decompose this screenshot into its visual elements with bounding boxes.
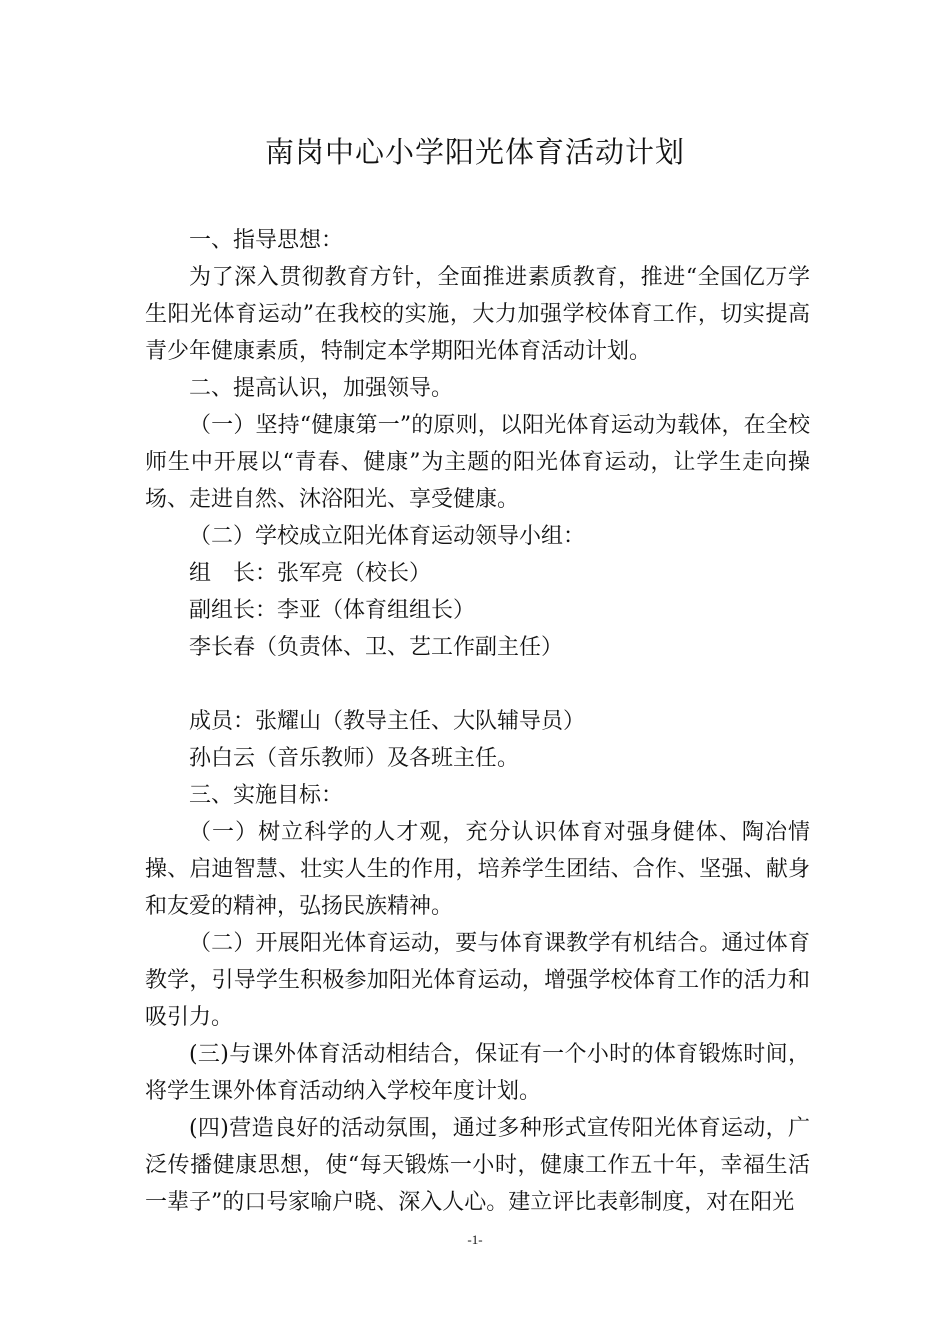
members-line-2: 孙白云（音乐教师）及各班主任。 — [189, 746, 520, 771]
leader-line: 组 长：张军亮（校长） — [189, 561, 432, 586]
document-title: 南岗中心小学阳光体育活动计划 — [264, 135, 685, 169]
deputy-leader-line-2: 李长春（负责体、卫、艺工作副主任） — [189, 635, 564, 660]
paragraph-goal-4: (四)营造良好的活动氛围，通过多种形式宣传阳光体育运动，广泛传播健康思想，使“每天锻炼一小时，健康工作五十年，幸福生活一辈子”的口号家喻户晓、深入人心。建立评比表彰制度，对在阳光 — [145, 1116, 810, 1215]
members-line: 成员：张耀山（教导主任、大队辅导员） — [189, 709, 586, 734]
deputy-leader-line: 副组长：李亚（体育组组长） — [189, 598, 476, 623]
paragraph-guiding-ideology: 为了深入贯彻教育方针，全面推进素质教育，推进“全国亿万学生阳光体育运动”在我校的实施，大力加强学校体育工作，切实提高青少年健康素质，特制定本学期阳光体育活动计划。 — [145, 265, 810, 364]
paragraph-goal-2: （二）开展阳光体育运动，要与体育课教学有机结合。通过体育教学，引导学生积极参加阳光体育运动，增强学校体育工作的活力和吸引力。 — [145, 931, 810, 1030]
paragraph-health-first: （一）坚持“健康第一”的原则，以阳光体育运动为载体，在全校师生中开展以“青春、健康”为主题的阳光体育运动，让学生走向操场、走进自然、沐浴阳光、享受健康。 — [145, 413, 810, 512]
heading-leadership: 二、提高认识，加强领导。 — [189, 376, 454, 401]
paragraph-goal-3: (三)与课外体育活动相结合，保证有一个小时的体育锻炼时间，将学生课外体育活动纳入学校年度计划。 — [145, 1042, 810, 1104]
paragraph-goal-1: （一）树立科学的人才观，充分认识体育对强身健体、陶冶情操、启迪智慧、壮实人生的作用，培养学生团结、合作、坚强、献身和友爱的精神，弘扬民族精神。 — [145, 820, 810, 919]
heading-goals: 三、实施目标： — [189, 783, 344, 808]
document-body — [145, 222, 810, 1221]
blank-line — [145, 666, 810, 703]
paragraph-leading-group: （二）学校成立阳光体育运动领导小组： — [189, 524, 586, 549]
heading-guiding-ideology: 一、指导思想： — [189, 228, 344, 253]
page-number: -1- — [467, 1232, 483, 1247]
